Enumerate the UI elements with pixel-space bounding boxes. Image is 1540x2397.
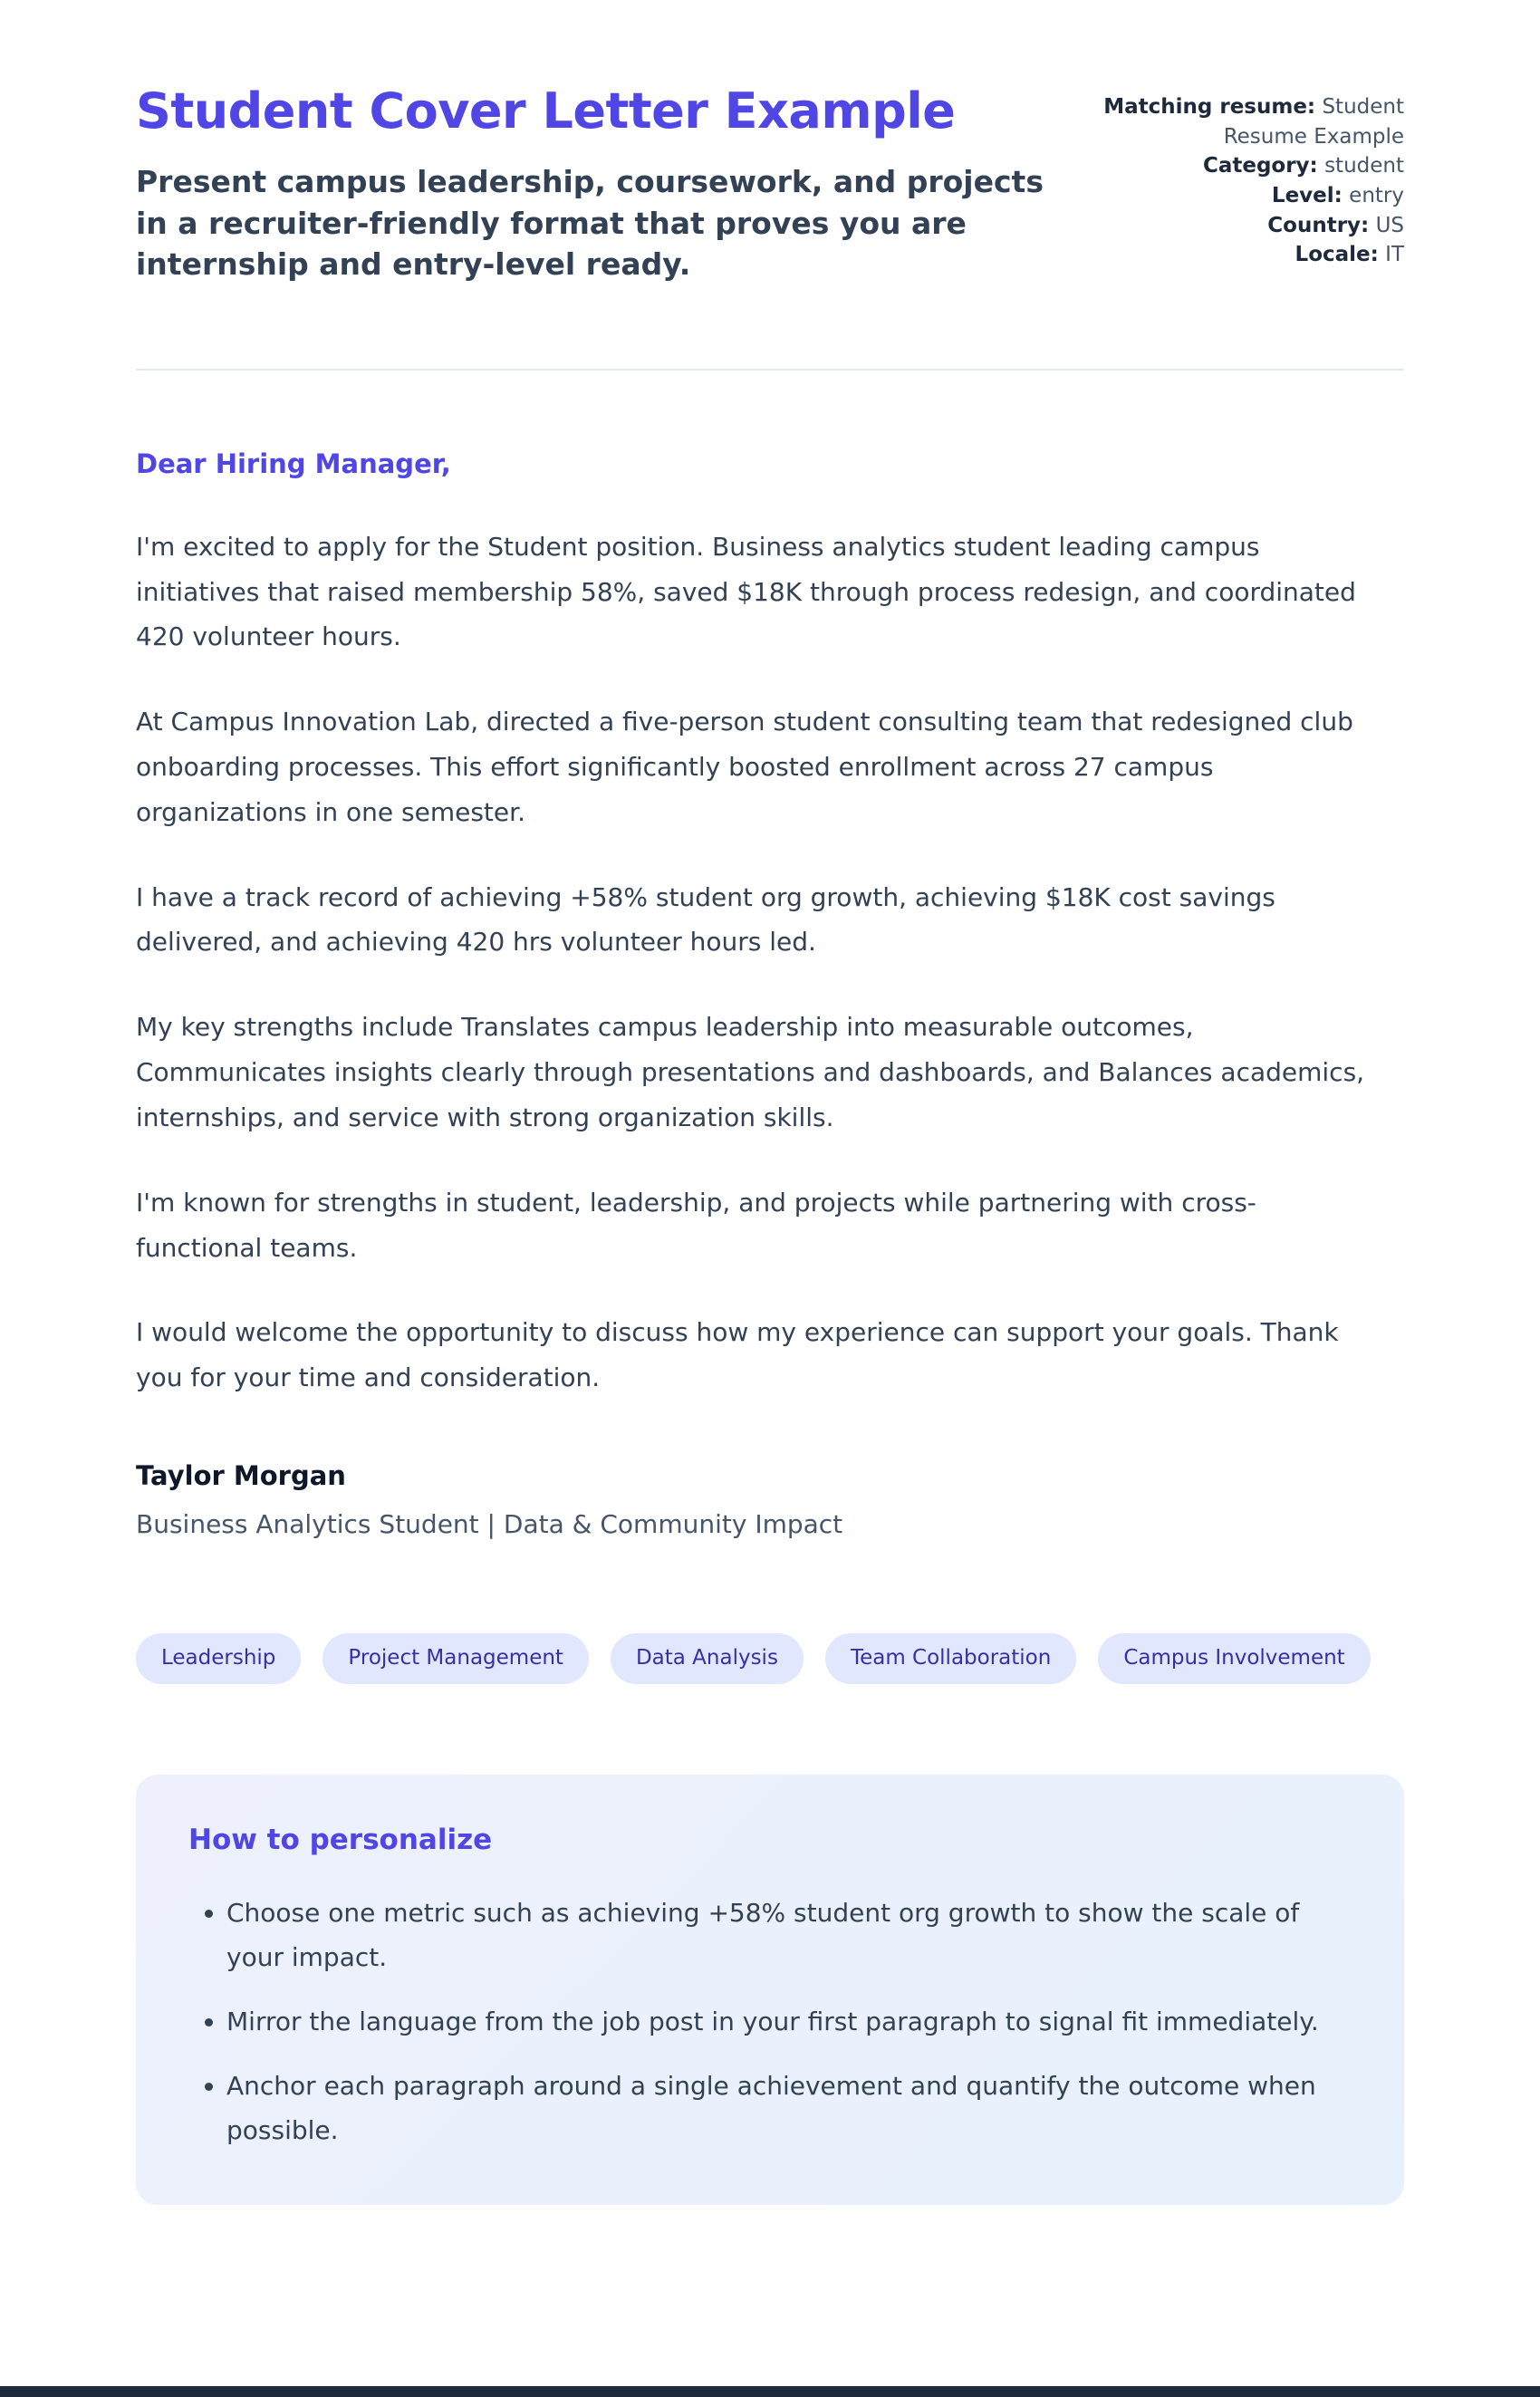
tag-list	[136, 1633, 1404, 1684]
signature-block	[136, 1460, 1404, 1539]
page-header	[136, 83, 1404, 285]
personalize-heading: How to personalize	[188, 1824, 493, 1856]
letter-paragraph: I'm known for strengths in student, leadership, and projects while partnering with cross-functional teams.	[136, 1187, 1256, 1263]
meta-label-matching-resume: Matching resume:	[1103, 95, 1316, 119]
meta-locale	[1101, 240, 1404, 270]
page-subtitle: Present campus leadership, coursework, and projects in a recruiter-friendly format that proves you are internship and entry-level ready.	[136, 164, 1044, 283]
meta-label-level: Level:	[1271, 183, 1343, 207]
letter-paragraph: I would welcome the opportunity to discuss how my experience can support your goals. Thank you for your time and consideration.	[136, 1317, 1339, 1393]
meta-matching-resume	[1101, 92, 1404, 151]
meta-panel	[1101, 83, 1404, 270]
letter-paragraph: My key strengths include Translates campus leadership into measurable outcomes, Communicates insights clearly through presentations and dashboards, and Balances academics, internships, and service with strong organization skills.	[136, 1012, 1365, 1132]
signature-name: Taylor Morgan	[136, 1460, 346, 1492]
header-title-block	[136, 83, 1064, 285]
cover-letter	[136, 371, 1404, 2205]
meta-value-matching-resume: Student Resume Example	[1223, 95, 1404, 149]
tag-pill-team-collaboration: Team Collaboration	[825, 1633, 1076, 1684]
salutation: Dear Hiring Manager,	[136, 448, 451, 479]
meta-value-locale: IT	[1385, 243, 1404, 267]
tag-pill-data-analysis: Data Analysis	[611, 1633, 804, 1684]
page-title: Student Cover Letter Example	[136, 82, 956, 140]
meta-level	[1101, 181, 1404, 211]
personalize-tip-list	[188, 1891, 1352, 2152]
personalize-tip: • Choose one metric such as achieving +58% student org growth to show the scale of your impact.	[226, 1891, 1332, 1979]
meta-country	[1101, 211, 1404, 241]
meta-value-category: student	[1324, 154, 1404, 178]
meta-label-locale: Locale:	[1295, 243, 1379, 267]
tag-pill-campus-involvement: Campus Involvement	[1098, 1633, 1370, 1684]
meta-value-country: US	[1375, 213, 1404, 237]
personalize-card	[136, 1775, 1404, 2205]
personalize-tip: • Anchor each paragraph around a single achievement and quantify the outcome when possible.	[226, 2064, 1332, 2152]
meta-label-country: Country:	[1267, 213, 1370, 237]
personalize-tip: • Mirror the language from the job post in your first paragraph to signal fit immediately.	[226, 1999, 1332, 2044]
letter-paragraph: I have a track record of achieving +58% student org growth, achieving $18K cost savings delivered, and achieving 420 hrs volunteer hours led.	[136, 881, 1275, 958]
tag-pill-project-management: Project Management	[322, 1633, 589, 1684]
letter-paragraph: I'm excited to apply for the Student position. Business analytics student leading campus initiatives that raised membership 58%, saved $18K through process redesign, and coordinated 420 volunteer hours.	[136, 531, 1356, 652]
meta-value-level: entry	[1349, 183, 1404, 207]
tag-pill-leadership: Leadership	[136, 1633, 301, 1684]
letter-paragraph: At Campus Innovation Lab, directed a five-person student consulting team that redesigned club onboarding processes. This effort significantly boosted enrollment across 27 campus organizations in one semester.	[136, 707, 1353, 827]
footer-bar	[0, 2386, 1540, 2397]
signature-role: Business Analytics Student | Data & Community Impact	[136, 1509, 843, 1540]
meta-label-category: Category:	[1202, 154, 1318, 178]
meta-category	[1101, 151, 1404, 181]
